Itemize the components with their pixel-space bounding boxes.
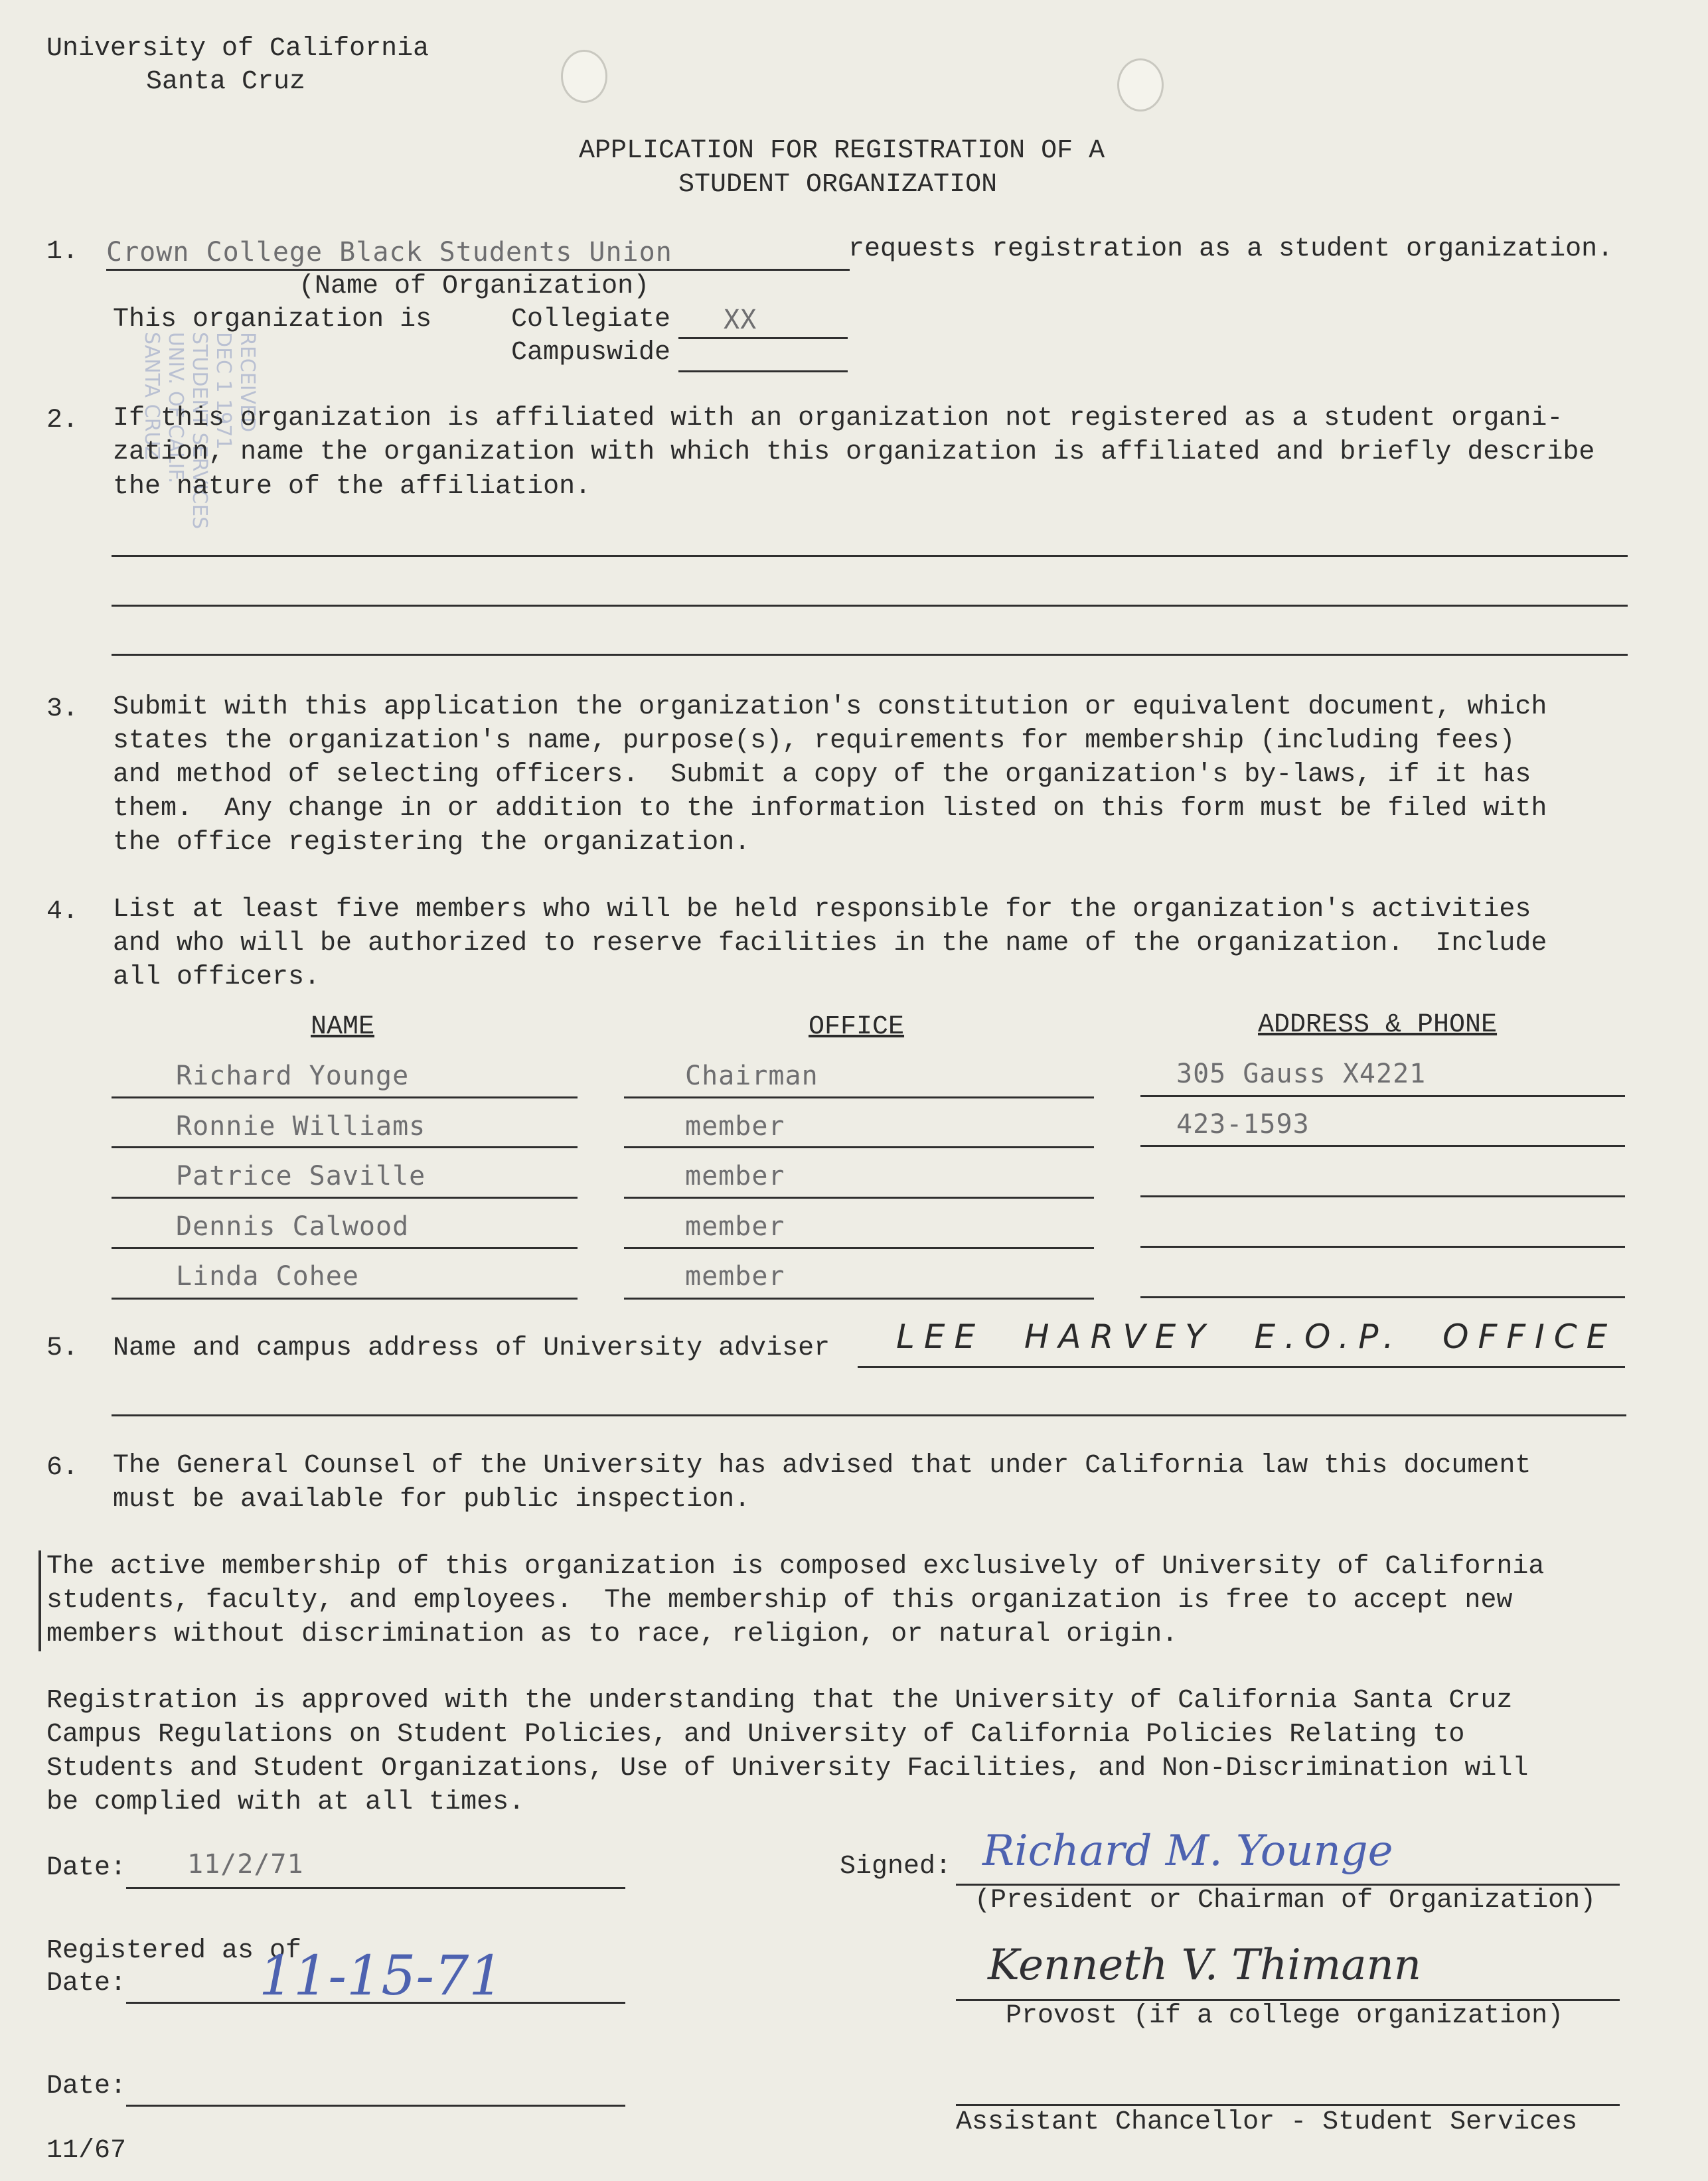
section-4-line-3: all officers. — [113, 962, 321, 992]
section-3-line-4: them. Any change in or addition to the information listed on this form must be filed with — [113, 794, 1547, 824]
section-1-number: 1. — [46, 237, 79, 267]
adviser-line — [858, 1366, 1625, 1368]
member-name[interactable]: Dennis Calwood — [176, 1211, 410, 1242]
office-line — [624, 1146, 1094, 1148]
member-office[interactable]: member — [685, 1111, 785, 1142]
membership-line-3: members without discrimination as to race, religion, or natural origin. — [46, 1619, 1178, 1649]
adviser-value[interactable]: LEE HARVEY E.O.P. OFFICE — [896, 1317, 1617, 1356]
section-4-number: 4. — [46, 897, 79, 927]
date-label: Date: — [46, 1853, 127, 1883]
university-name: University of California — [46, 34, 429, 64]
section-4-line-1: List at least five members who will be held responsible for the organization's activities — [113, 895, 1531, 925]
approval-line-3: Students and Student Organizations, Use of University Facilities, and Non-Discrimination will — [46, 1754, 1529, 1783]
member-name[interactable]: Linda Cohee — [176, 1261, 359, 1292]
column-header-office: OFFICE — [809, 1012, 905, 1042]
name-line — [112, 1298, 578, 1300]
member-name[interactable]: Patrice Saville — [176, 1161, 426, 1191]
section-3-line-2: states the organization's name, purpose(s), requirements for membership (including fees) — [113, 726, 1515, 756]
section-6-number: 6. — [46, 1453, 79, 1483]
name-line — [112, 1146, 578, 1148]
collegiate-line — [678, 337, 848, 339]
provost-signature[interactable]: Kenneth V. Thimann — [988, 1941, 1421, 1990]
registered-date-line — [126, 2002, 625, 2004]
membership-line-1: The active membership of this organization is composed exclusively of University of California — [46, 1552, 1545, 1582]
office-line — [624, 1096, 1094, 1098]
office-line — [624, 1298, 1094, 1300]
section-3-line-5: the office registering the organization. — [113, 828, 751, 858]
affiliation-line-3[interactable] — [112, 654, 1628, 656]
approval-line-2: Campus Regulations on Student Policies, and University of California Policies Relating to — [46, 1720, 1465, 1750]
address-line — [1140, 1195, 1625, 1197]
date-value[interactable]: 11/2/71 — [187, 1849, 304, 1880]
date-line — [126, 1887, 625, 1889]
name-line — [112, 1197, 578, 1199]
signed-label: Signed: — [840, 1852, 952, 1882]
president-caption: (President or Chairman of Organization) — [974, 1886, 1596, 1916]
member-address[interactable]: 423-1593 — [1176, 1109, 1310, 1140]
office-line — [624, 1247, 1094, 1249]
member-office[interactable]: member — [685, 1211, 785, 1242]
name-line — [112, 1247, 578, 1249]
campuswide-line — [678, 370, 848, 372]
form-title-line-1: APPLICATION FOR REGISTRATION OF A — [579, 136, 1105, 166]
column-header-address: ADDRESS & PHONE — [1258, 1010, 1498, 1040]
approval-line-1: Registration is approved with the understanding that the University of California Santa Cruz — [46, 1686, 1513, 1716]
punch-hole-right — [1117, 58, 1164, 112]
margin-bracket-mark — [39, 1550, 41, 1651]
punch-hole-left — [561, 50, 607, 103]
collegiate-value[interactable]: XX — [724, 305, 757, 335]
form-title-line-2: STUDENT ORGANIZATION — [678, 170, 998, 200]
received-stamp: RECEIVED DEC 1 1971 STUDENT SERVICES UNIV. OF CALIF. SANTA CRUZ — [140, 332, 259, 530]
campus-name: Santa Cruz — [146, 67, 306, 97]
adviser-line-2[interactable] — [112, 1414, 1626, 1416]
approval-line-4: be complied with at all times. — [46, 1787, 525, 1817]
member-office[interactable]: Chairman — [685, 1061, 818, 1091]
member-address[interactable]: 305 Gauss X4221 — [1176, 1059, 1427, 1089]
org-type-prefix: This organization is — [113, 305, 432, 335]
section-3-line-1: Submit with this application the organization's constitution or equivalent document, which — [113, 692, 1547, 722]
section-2-line-2: zation, name the organization with which this organization is affiliated and briefly describe — [113, 437, 1595, 467]
address-line — [1140, 1145, 1625, 1147]
office-line — [624, 1197, 1094, 1199]
member-name[interactable]: Richard Younge — [176, 1061, 410, 1091]
column-header-name: NAME — [311, 1012, 375, 1042]
registered-label: Registered as of — [46, 1936, 302, 1966]
member-office[interactable]: member — [685, 1161, 785, 1191]
president-signature[interactable]: Richard M. Younge — [982, 1827, 1393, 1876]
address-line — [1140, 1246, 1625, 1248]
date-3-label: Date: — [46, 2071, 127, 2101]
request-text: requests registration as a student organization. — [848, 234, 1614, 264]
address-line — [1140, 1095, 1625, 1097]
section-6-line-1: The General Counsel of the University has advised that under California law this document — [113, 1451, 1531, 1481]
form-number: 11/67 — [46, 2136, 127, 2166]
registered-date-label: Date: — [46, 1969, 127, 1998]
member-office[interactable]: member — [685, 1261, 785, 1292]
org-name-caption: (Name of Organization) — [299, 271, 650, 301]
membership-line-2: students, faculty, and employees. The membership of this organization is free to accept new — [46, 1586, 1513, 1616]
date-3-line[interactable] — [126, 2105, 625, 2107]
section-3-number: 3. — [46, 694, 79, 724]
address-line — [1140, 1296, 1625, 1298]
affiliation-line-1[interactable] — [112, 555, 1628, 557]
member-name[interactable]: Ronnie Williams — [176, 1111, 426, 1142]
org-name-value[interactable]: Crown College Black Students Union — [106, 237, 672, 267]
section-3-line-3: and method of selecting officers. Submit a copy of the organization's by-laws, if it has — [113, 760, 1531, 790]
registered-date-value[interactable]: 11-15-71 — [259, 1945, 504, 2008]
section-4-line-2: and who will be authorized to reserve facilities in the name of the organization. Include — [113, 929, 1547, 958]
adviser-label: Name and campus address of University adviser — [113, 1333, 830, 1363]
section-2-number: 2. — [46, 406, 79, 435]
section-2-line-1: If this organization is affiliated with an organization not registered as a student organi- — [113, 404, 1563, 433]
affiliation-line-2[interactable] — [112, 605, 1628, 607]
name-line — [112, 1096, 578, 1098]
section-2-line-3: the nature of the affiliation. — [113, 472, 591, 502]
section-5-number: 5. — [46, 1333, 79, 1363]
campuswide-label: Campuswide — [511, 338, 671, 368]
section-6-line-2: must be available for public inspection. — [113, 1485, 751, 1515]
collegiate-label: Collegiate — [511, 305, 671, 335]
provost-caption: Provost (if a college organization) — [1006, 2001, 1564, 2031]
chancellor-caption: Assistant Chancellor - Student Services — [956, 2107, 1578, 2137]
